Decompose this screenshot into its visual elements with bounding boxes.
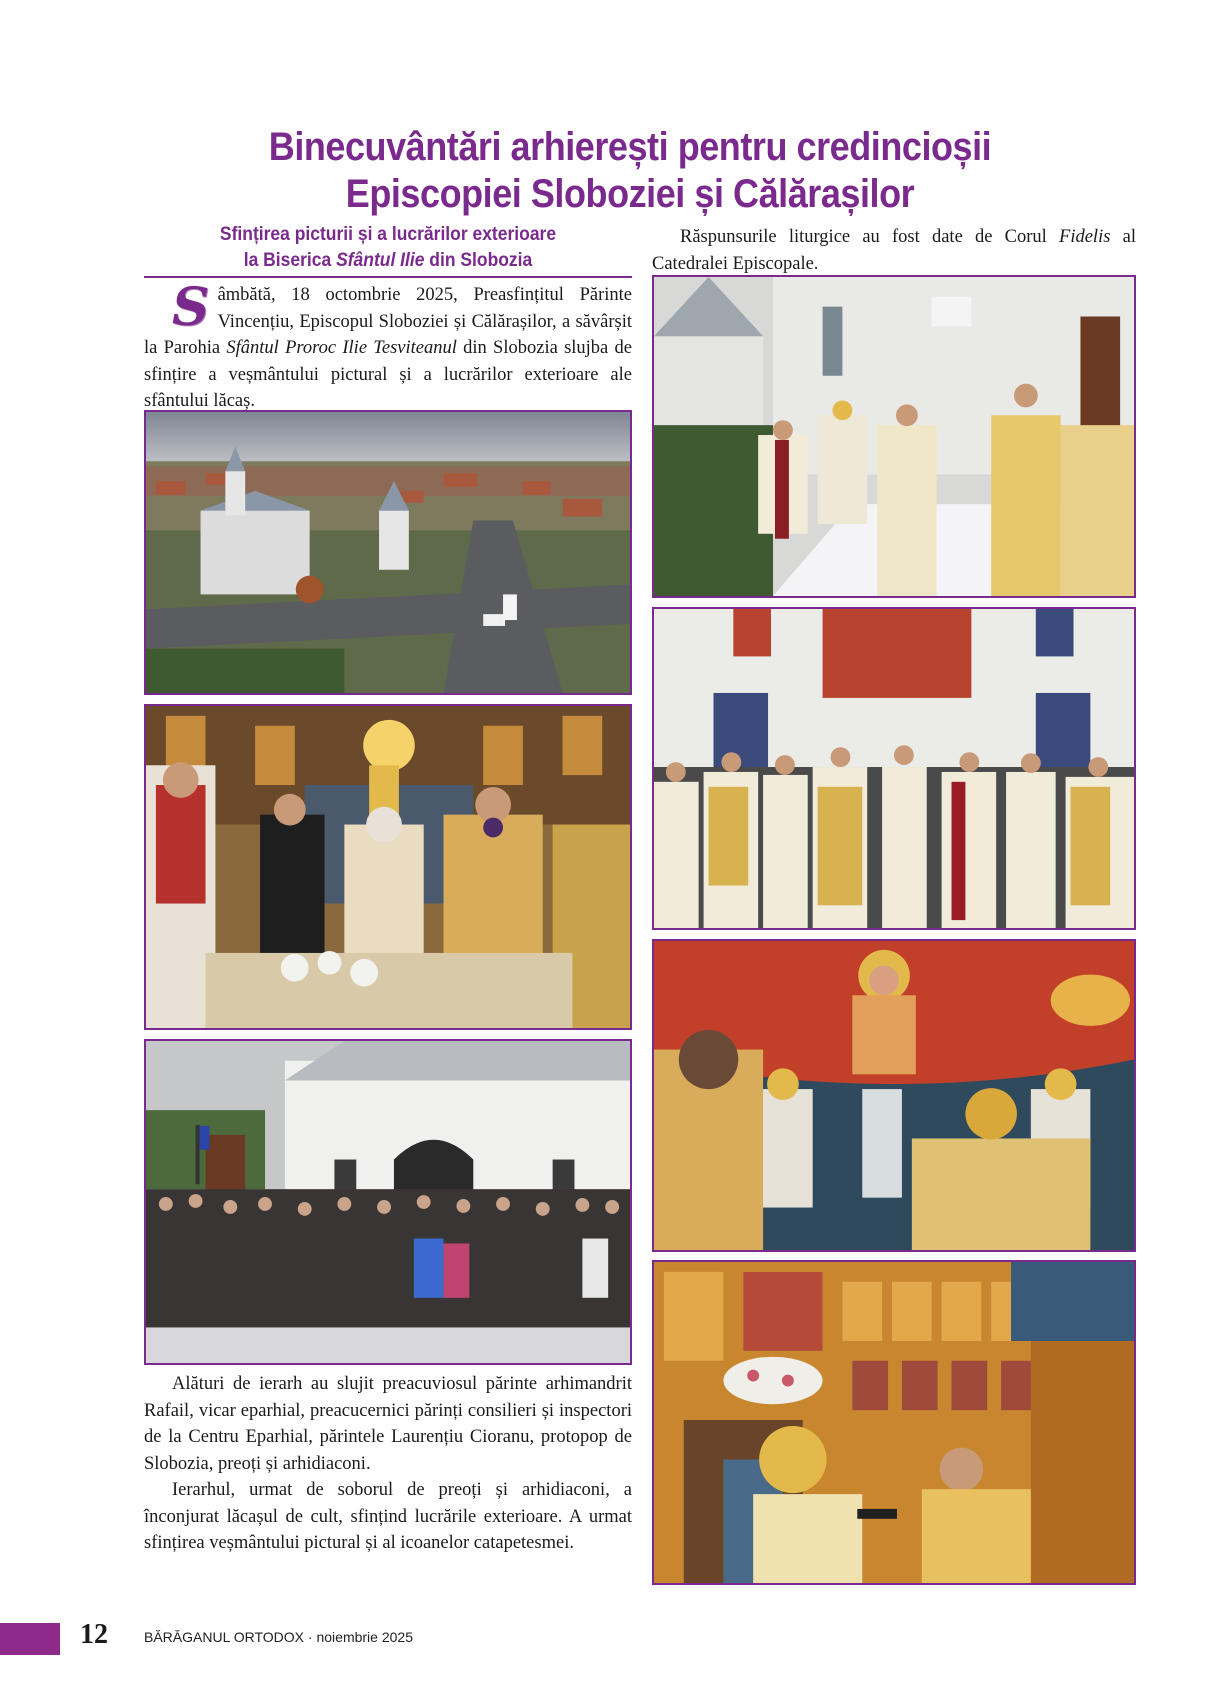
intro-text-a: âmbătă, 18 octombrie 2025, Preasfințitul Părinte Vincențiu, Episcopul Sloboziei și Călărașilor, a săvârșit la Parohia [144, 285, 632, 358]
intro-text-b: din Slobozia slujba de sfințire a veșmântului pictural și a lucrărilor exterioare ale sfântului lăcaș. [144, 338, 632, 411]
issue-date: noiembrie 2025 [316, 1629, 413, 1645]
photo-altar-service [144, 704, 632, 1030]
article-title [189, 124, 1071, 218]
footer-accent-bar [0, 1623, 60, 1655]
paragraph-clergy [144, 1371, 632, 1477]
footer-publication-line [144, 1629, 413, 1645]
subtitle-church-name: Sfântul Ilie [336, 250, 425, 271]
photo-aerial-church [144, 410, 632, 695]
responses-text-b: al Catedralei Episcopale. [652, 227, 1136, 274]
choir-name: Fidelis [1059, 227, 1111, 247]
title-line-1: Binecuvântări arhierești pentru credincioșii [268, 125, 992, 169]
article-subtitle [164, 222, 613, 274]
responses-paragraph [652, 224, 1136, 277]
subtitle-line-2 [164, 248, 613, 274]
photo-clergy-group [652, 607, 1136, 930]
subtitle-divider [144, 276, 632, 278]
paragraph-consecration [144, 1477, 632, 1557]
subtitle-text-b: din Slobozia [424, 250, 533, 271]
subtitle-text-a: la Biserica [243, 250, 337, 271]
photo-procession [652, 275, 1136, 598]
responses-text-a: Răspunsurile liturgice au fost date de Corul [680, 227, 1060, 247]
intro-paragraph [144, 277, 632, 415]
photo-dome-painting [652, 939, 1136, 1252]
title-line-2: Episcopiei Sloboziei și Călărașilor [345, 172, 915, 216]
intro-parish-name: Sfântul Proroc Ilie Tesviteanul [226, 338, 457, 358]
paragraph-consecration-text: Ierarhul, urmat de soborul de preoți și arhidiaconi, a înconjurat lăcașul de cult, sfințind lucrările exterioare. A urmat sfințirea veșmântului pictural și al icoanelor catapetesmei. [144, 1480, 632, 1553]
subtitle-line-1: Sfințirea picturii și a lucrărilor exterioare [219, 224, 557, 245]
photo-crowd-outside [144, 1039, 632, 1365]
paragraph-clergy-text: Alături de ierarh au slujit preacuviosul părinte arhimandrit Rafail, vicar eparhial, preacucernici părinți consilieri și inspectori de la Centru Eparhial, părintele Laurențiu Cioranu, protopop de Slobozia, preoți și arhidiaconi. [144, 1374, 632, 1474]
page-number: 12 [80, 1619, 108, 1650]
photo-iconostasis [652, 1260, 1136, 1585]
publication-name: BĂRĂGANUL ORTODOX [144, 1629, 305, 1645]
dropcap-letter: S [172, 277, 210, 338]
footer-separator: · [304, 1629, 317, 1645]
